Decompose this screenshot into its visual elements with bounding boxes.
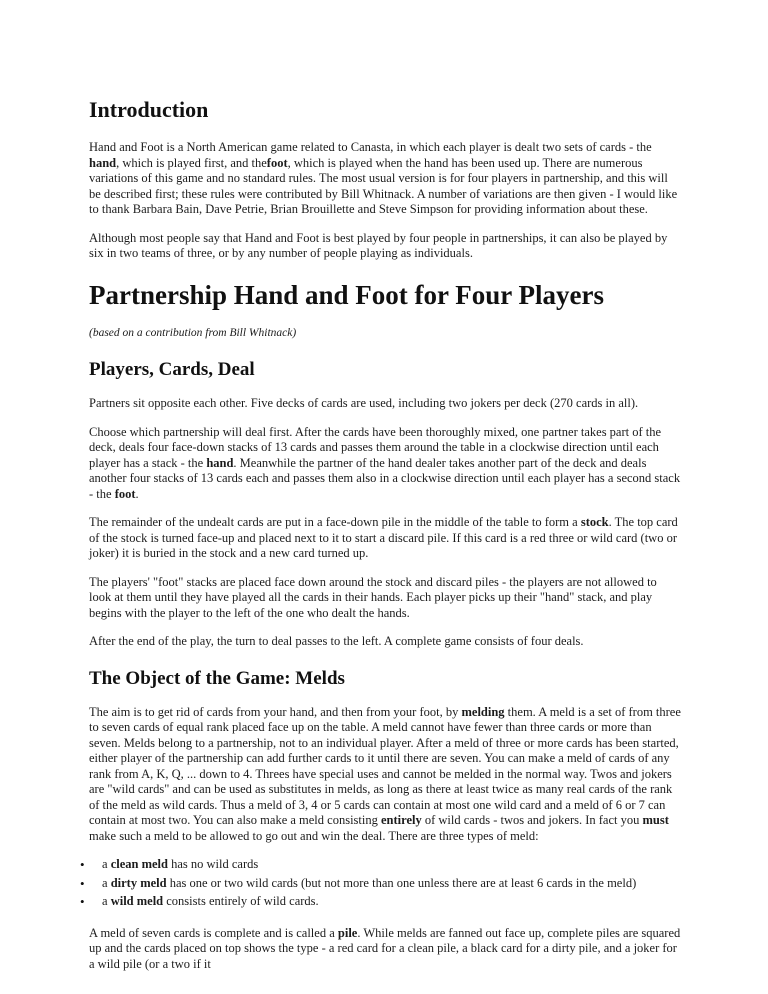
text-run: melding	[461, 704, 505, 719]
text-run: wild meld	[110, 894, 164, 908]
text-run: Although most people say that Hand and Foot is best played by four people in partnerships, it can also be played by six in two teams of three, or by any number of people playing as individuals.	[89, 230, 668, 260]
text-run: Introduction	[89, 97, 209, 122]
paragraph-turn-to-deal	[89, 634, 682, 650]
attribution-note	[89, 326, 682, 342]
text-run: a	[102, 894, 111, 908]
text-run: consists entirely of wild cards.	[163, 894, 319, 908]
paragraph-intro-overview	[89, 140, 682, 218]
text-run: hand	[206, 455, 234, 470]
text-run: The Object of the Game: Melds	[89, 667, 345, 689]
text-run: pile	[337, 925, 358, 940]
text-run: Players, Cards, Deal	[89, 359, 255, 380]
text-run: , which is played when the hand has been used up. There are numerous variations of this game and no standard rules. The most usual version is for four players in partnership, and this will be described first; these rules were contributed by Bill Whitnack. A number of variations are then given - I would like to thank Barbara Bain, Dave Petrie, Brian Brouillette and Steve Simpson for providing information about these.	[89, 155, 678, 216]
text-run: . Meanwhile the partner of the hand dealer takes another part of the deck and deals another four stacks of 13 cards each and passes them also in a clockwise direction until each player has a second stack - the	[89, 455, 681, 501]
text-run: hand	[89, 155, 117, 170]
text-run: clean meld	[110, 857, 168, 871]
paragraph-melding-rules	[89, 705, 682, 845]
text-run: . The top card of the stock is turned face-up and placed next to it to start a discard pile. If this card is a red three or wild card (two or joker) it is buried in the stock and a new card turned up.	[89, 515, 678, 560]
text-run: foot	[114, 486, 136, 501]
text-run: must	[642, 813, 669, 827]
text-run: has no wild cards	[167, 857, 259, 871]
paragraph-stock	[89, 515, 682, 562]
list-item-clean-meld	[102, 857, 682, 873]
text-run: . While melds are fanned out face up, complete piles are squared up and the cards placed on top shows the type - a red card for a clean pile, a black card for a dirty pile, and a joker for a wild pile (or a two if it	[89, 925, 681, 971]
text-run: Choose which partnership will deal first. After the cards have been thoroughly mixed, one partner takes part of the deck, deals four face-down stacks of 13 cards and passes them around the table in a clockwise direction until each player has a stack - the	[89, 424, 662, 470]
text-run: a	[102, 875, 111, 890]
text-run: make such a meld to be allowed to go out and win the deal. There are three types of meld:	[89, 828, 539, 843]
text-run: Partners sit opposite each other. Five decks of cards are used, including two jokers per deck (270 cards in all).	[89, 396, 639, 410]
text-run: , which is played first, and the	[116, 155, 267, 170]
text-run: (based on a contribution from Bill Whitnack)	[89, 326, 297, 339]
paragraph-pile	[89, 926, 682, 973]
text-run: The aim is to get rid of cards from your hand, and then from your foot, by	[89, 704, 462, 719]
paragraph-partners-decks	[89, 396, 682, 412]
text-run: Hand and Foot is a North American game related to Canasta, in which each player is dealt two sets of cards - the	[89, 140, 652, 154]
text-run: stock	[580, 515, 609, 529]
heading-partnership-hand-and-foot	[89, 279, 682, 312]
text-run: has one or two wild cards (but not more than one unless there are at least 6 cards in the meld)	[166, 875, 637, 890]
list-item-dirty-meld	[102, 876, 682, 892]
text-run: Partnership Hand and Foot for Four Players	[89, 279, 605, 310]
text-run: them. A meld is a set of from three to seven cards of equal rank placed face up on the table. A meld cannot have fewer than three cards or more than seven. Melds belong to a partnership, not to an individual player. After a meld of three or more cards has been started, either player of the partnership can add further cards to it until there are seven. You can make a meld of cards of any rank from A, K, Q, ... down to 4. Threes have special uses and cannot be melded in the normal way. Twos and jokers are "wild cards" and can be used as substitutes in melds, as long as there at least twice as many real cards of the rank of the meld as wild cards. Thus a meld of 3, 4 or 5 cards can contain at most one wild card and a meld of 6 or 7 can contain at most two. You can also make a meld consisting	[89, 704, 681, 827]
text-run: A meld of seven cards is complete and is called a	[89, 925, 338, 940]
meld-types-list	[89, 857, 682, 910]
text-run: The remainder of the undealt cards are put in a face-down pile in the middle of the table to form a	[89, 515, 581, 529]
heading-players-cards-deal	[89, 358, 682, 382]
heading-introduction	[89, 97, 682, 123]
list-item-wild-meld	[102, 894, 682, 910]
text-run: The players' "foot" stacks are placed face down around the stock and discard piles - the players are not allowed to look at them until they have played all the cards in their hands. Each player picks up their "hand" stack, and play begins with the player to the left of the one who dealt the hands.	[89, 574, 657, 620]
text-run: After the end of the play, the turn to deal passes to the left. A complete game consists of four deals.	[89, 634, 584, 648]
text-run: a	[102, 857, 111, 871]
text-run: entirely	[380, 813, 422, 827]
paragraph-dealing	[89, 425, 682, 503]
heading-object-of-the-game-melds	[89, 667, 682, 691]
text-run: .	[135, 486, 139, 501]
paragraph-foot-stacks	[89, 575, 682, 622]
text-run: foot	[266, 155, 288, 170]
paragraph-intro-players	[89, 231, 682, 262]
text-run: of wild cards - twos and jokers. In fact you	[421, 813, 643, 827]
text-run: dirty meld	[110, 875, 167, 890]
